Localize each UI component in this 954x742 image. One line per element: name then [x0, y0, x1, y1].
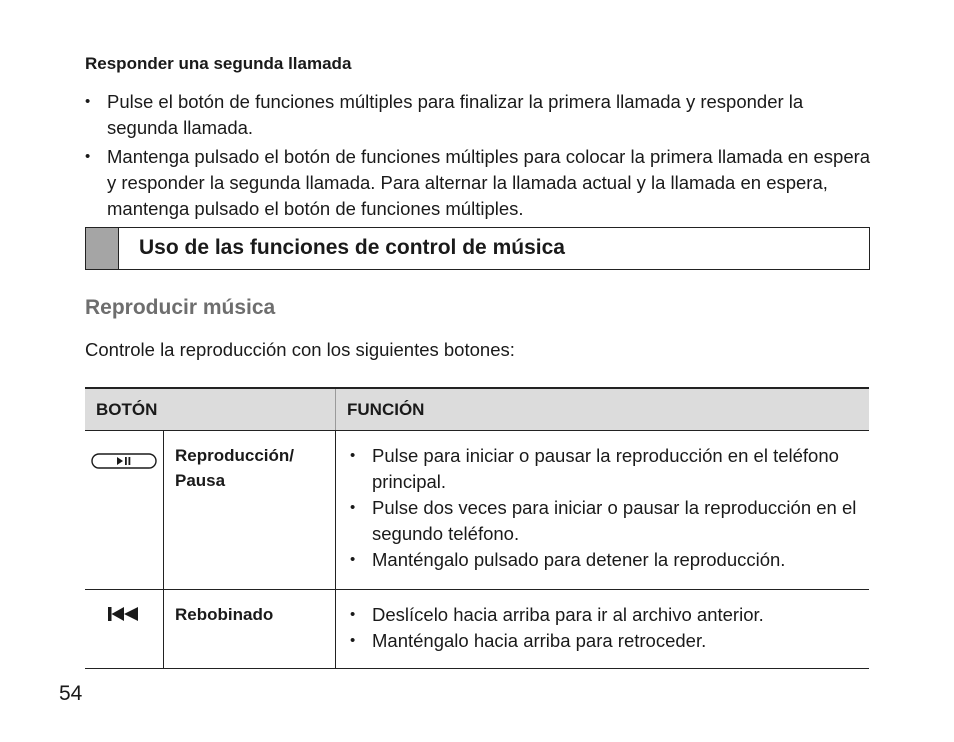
play-pause-icon: [91, 453, 157, 474]
header-column-divider: [335, 389, 336, 430]
second-call-bullet-list-2: [85, 144, 875, 222]
table-header-row: [85, 387, 869, 431]
play-pause-functions: [350, 443, 860, 573]
music-controls-table: [85, 387, 869, 669]
column-divider: [163, 590, 164, 668]
second-call-bullet-list: [85, 89, 875, 141]
music-section-title-bar: [85, 227, 870, 270]
table-row-rewind: [85, 590, 869, 669]
play-pause-function-1: • Pulse para iniciar o pausar la reproducción en el teléfono principal.: [350, 443, 860, 495]
rewind-function-2: • Manténgalo hacia arriba para retroceder.: [350, 628, 860, 654]
rewind-function-1: • Deslícelo hacia arriba para ir al archivo anterior.: [350, 602, 860, 628]
rewind-functions: [350, 602, 860, 654]
play-music-intro: Controle la reproducción con los siguientes botones:: [85, 339, 515, 360]
play-pause-function-2: • Pulse dos veces para iniciar o pausar la reproducción en el segundo teléfono.: [350, 495, 860, 547]
second-call-bullet-2: • Mantenga pulsado el botón de funciones múltiples para colocar la primera llamada en espera y responder la segunda llamada. Para alternar la llamada actual y la llamada en espera, mantenga pulsado el botón de funciones múltiples.: [85, 144, 875, 222]
column-divider: [163, 431, 164, 589]
section-marker-block: [86, 228, 119, 269]
rewind-label: Rebobinado: [175, 605, 274, 624]
second-call-heading: Responder una segunda llamada: [85, 54, 352, 73]
play-music-subheading: Reproducir música: [85, 296, 276, 319]
table-header-button: BOTÓN: [96, 400, 158, 419]
play-pause-function-3: • Manténgalo pulsado para detener la reproducción.: [350, 547, 860, 573]
second-call-bullet-1: • Pulse el botón de funciones múltiples para finalizar la primera llamada y responder la segunda llamada.: [85, 89, 875, 141]
column-divider: [335, 431, 336, 589]
music-section-title: Uso de las funciones de control de música: [139, 236, 565, 259]
table-header-function: FUNCIÓN: [347, 400, 425, 419]
table-row-play-pause: [85, 431, 869, 590]
play-pause-label: Reproducción/ Pausa: [175, 446, 295, 490]
column-divider: [335, 590, 336, 668]
page-number: 54: [59, 682, 83, 705]
rewind-icon: [108, 607, 140, 626]
